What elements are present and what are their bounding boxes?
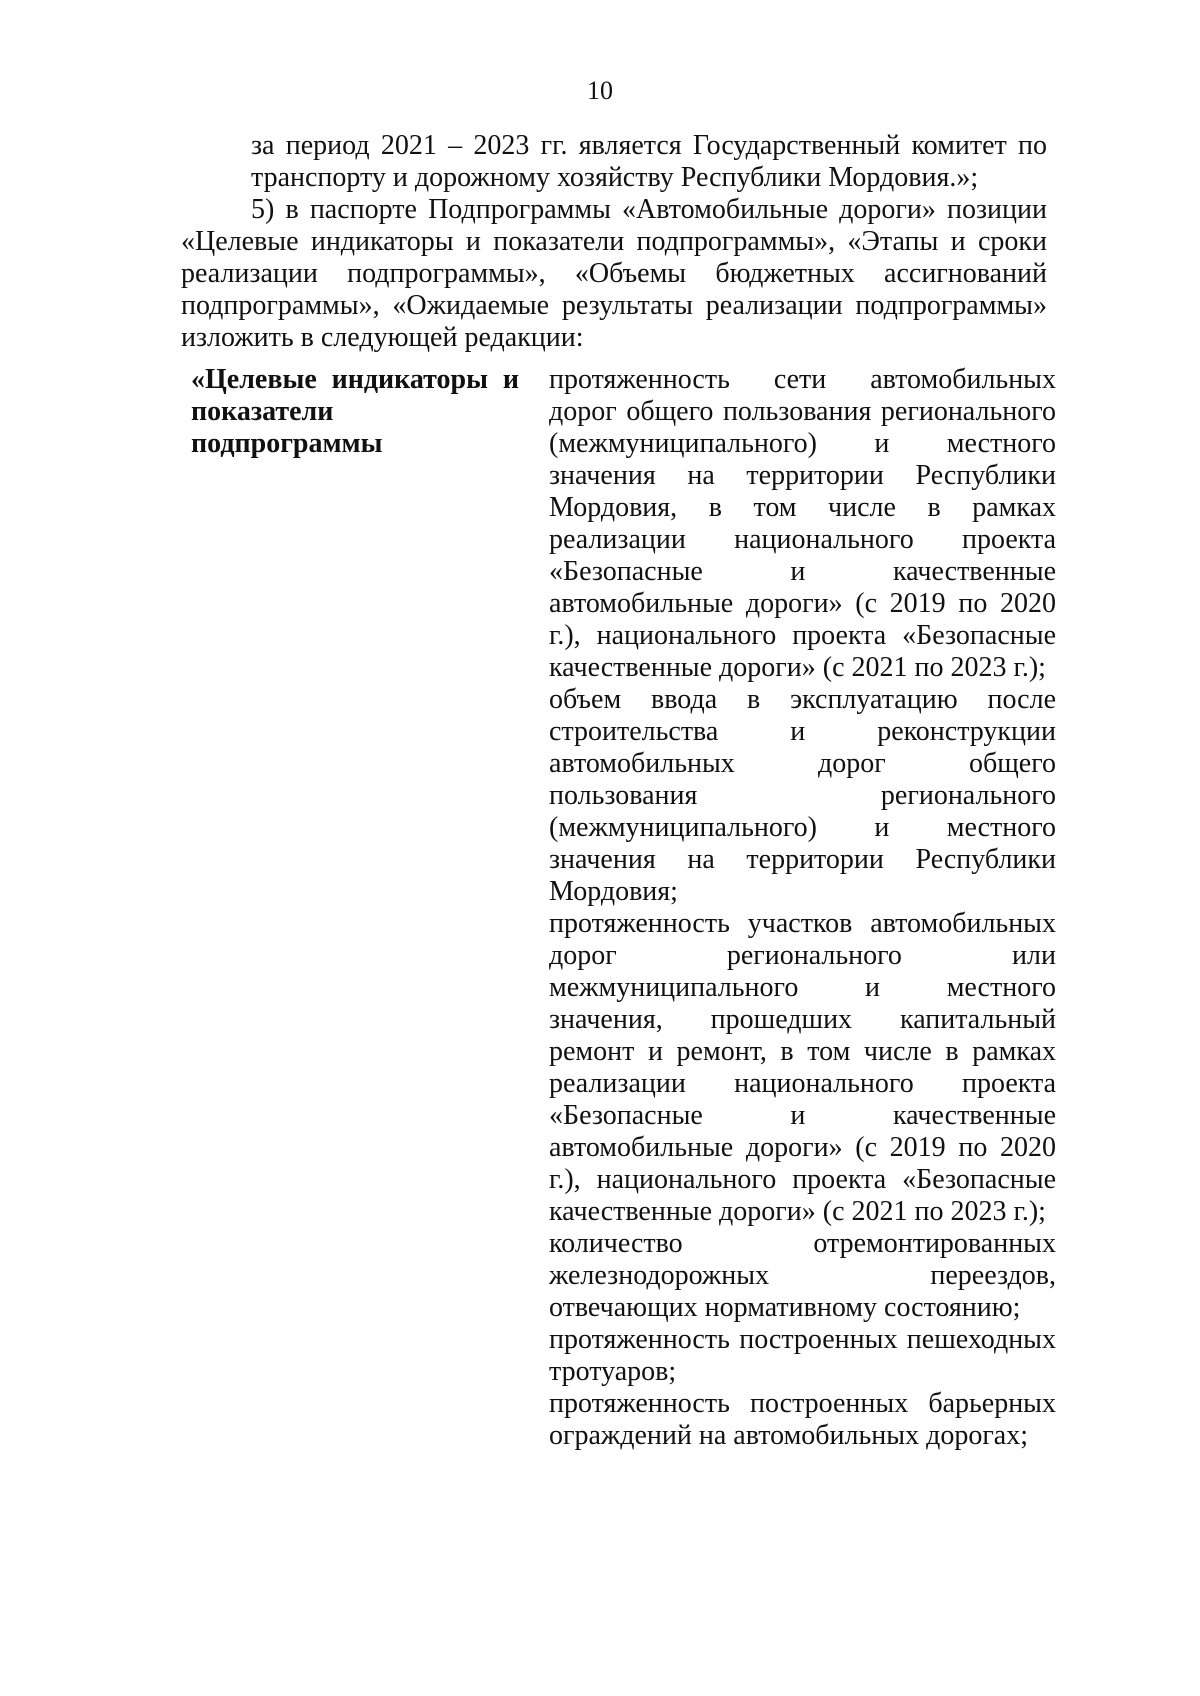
indicator-item: протяженность участков автомобильных дорог регионального или межмуниципального и местного значения, прошедших капитальный ремонт и ремонт, в том числе в рамках реализации национального проекта «Безопасные и качественные автомобильные дороги» (с 2019 по 2020 г.), национального проекта «Безопасные качественные дороги» (с 2021 по 2023 г.);	[549, 908, 1056, 1227]
indicator-item: количество отремонтированных железнодорожных переездов, отвечающих нормативному состоянию;	[549, 1228, 1056, 1323]
intro-paragraph-2: 5) в паспорте Подпрограммы «Автомобильные дороги» позиции «Целевые индикаторы и показатели подпрограммы», «Этапы и сроки реализации подпрограммы», «Объемы бюджетных ассигнований подпрограммы», «Ожидаемые результаты реализации подпрограммы» изложить в следующей редакции:	[181, 194, 1047, 353]
indicator-item: протяженность сети автомобильных дорог общего пользования регионального (межмуниципального) и местного значения на территории Республики Мордовия, в том числе в рамках реализации национального проекта «Безопасные и качественные автомобильные дороги» (с 2019 по 2020 г.), национального проекта «Безопасные качественные дороги» (с 2021 по 2023 г.);	[549, 364, 1056, 683]
passport-row-label: «Целевые индикаторы и показатели подпрограммы	[191, 364, 519, 459]
indicator-item: объем ввода в эксплуатацию после строительства и реконструкции автомобильных дорог общего пользования регионального (межмуниципального) и местного значения на территории Республики Мордовия;	[549, 684, 1056, 907]
passport-row-content	[549, 364, 1056, 1452]
indicator-item: протяженность построенных пешеходных тротуаров;	[549, 1324, 1056, 1387]
page-number: 10	[587, 76, 613, 105]
indicator-item: протяженность построенных барьерных ограждений на автомобильных дорогах;	[549, 1388, 1056, 1451]
intro-text	[181, 130, 1047, 354]
passport-table	[191, 364, 1056, 1451]
intro-paragraph-1: за период 2021 – 2023 гг. является Государственный комитет по транспорту и дорожному хозяйству Республики Мордовия.»;	[251, 130, 1047, 193]
